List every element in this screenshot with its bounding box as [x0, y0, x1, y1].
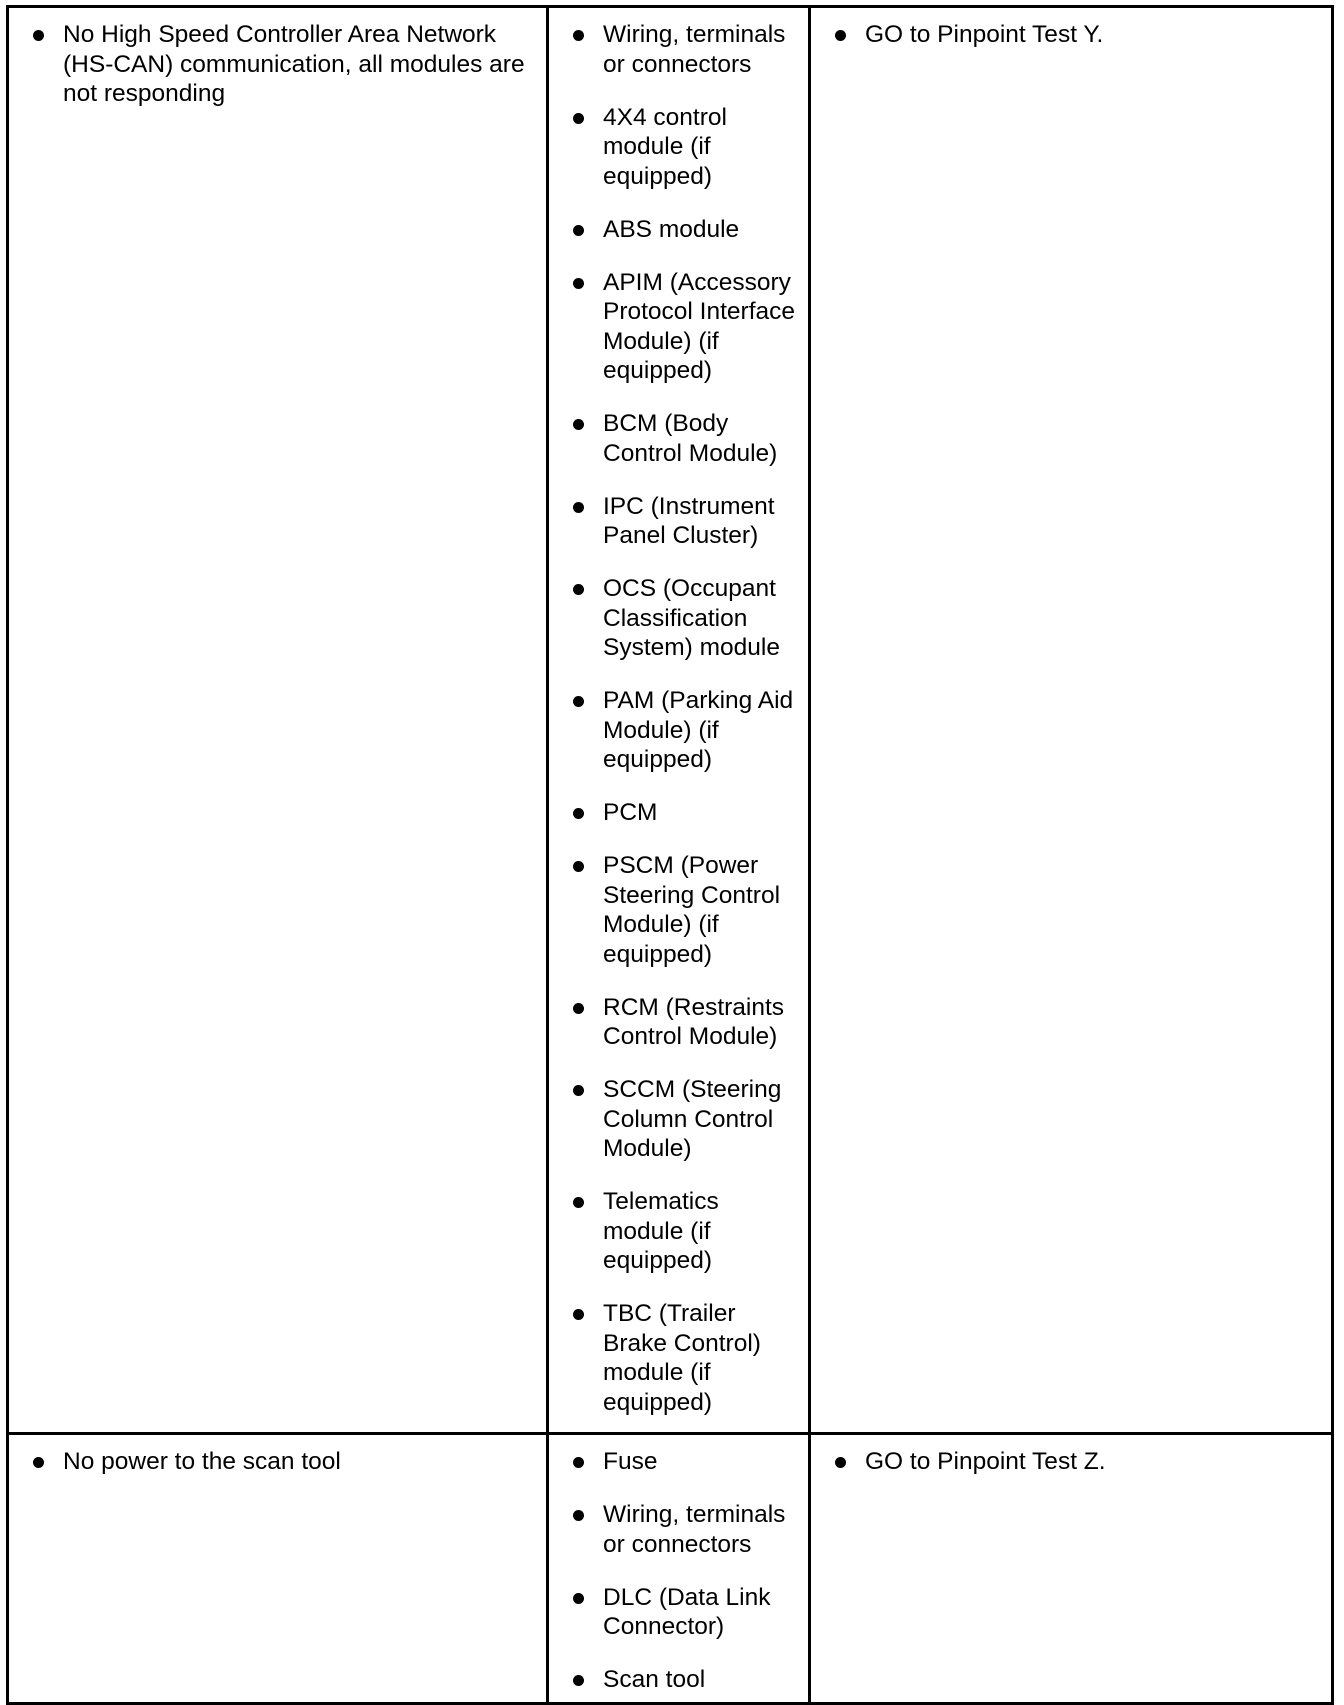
condition-text: No power to the scan tool — [23, 1447, 540, 1477]
list-item: Telematics module (if equipped) — [563, 1187, 802, 1276]
action-cell — [810, 1434, 1333, 1704]
list-item: DLC (Data Link Connector) — [563, 1583, 802, 1642]
condition-text: No High Speed Controller Area Network (HS-CAN) communication, all modules are not responding — [23, 20, 540, 109]
possible-sources-cell — [548, 7, 810, 1434]
list-item: PAM (Parking Aid Module) (if equipped) — [563, 686, 802, 775]
list-item: TBC (Trailer Brake Control) module (if equipped) — [563, 1299, 802, 1417]
action-cell — [810, 7, 1333, 1434]
condition-list — [23, 20, 540, 109]
condition-cell — [8, 7, 548, 1434]
action-list — [825, 1447, 1325, 1477]
condition-list — [23, 1447, 540, 1477]
list-item: PCM — [563, 798, 802, 828]
action-list — [825, 20, 1325, 50]
action-text: GO to Pinpoint Test Y. — [825, 20, 1325, 50]
list-item: Wiring, terminals or connectors — [563, 1500, 802, 1559]
symptom-chart-table — [6, 5, 1334, 1705]
table-row — [8, 1434, 1333, 1704]
list-item: PSCM (Power Steering Control Module) (if equipped) — [563, 851, 802, 969]
list-item: 4X4 control module (if equipped) — [563, 103, 802, 192]
list-item: ABS module — [563, 215, 802, 245]
action-text: GO to Pinpoint Test Z. — [825, 1447, 1325, 1477]
possible-sources-list — [563, 1447, 802, 1695]
possible-sources-list — [563, 20, 802, 1417]
list-item: RCM (Restraints Control Module) — [563, 993, 802, 1052]
list-item: OCS (Occupant Classification System) module — [563, 574, 802, 663]
list-item: Wiring, terminals or connectors — [563, 20, 802, 79]
list-item: BCM (Body Control Module) — [563, 409, 802, 468]
list-item: APIM (Accessory Protocol Interface Module) (if equipped) — [563, 268, 802, 386]
list-item: IPC (Instrument Panel Cluster) — [563, 492, 802, 551]
list-item: SCCM (Steering Column Control Module) — [563, 1075, 802, 1164]
table-row — [8, 7, 1333, 1434]
list-item: Fuse — [563, 1447, 802, 1477]
list-item: Scan tool — [563, 1665, 802, 1695]
possible-sources-cell — [548, 1434, 810, 1704]
condition-cell — [8, 1434, 548, 1704]
